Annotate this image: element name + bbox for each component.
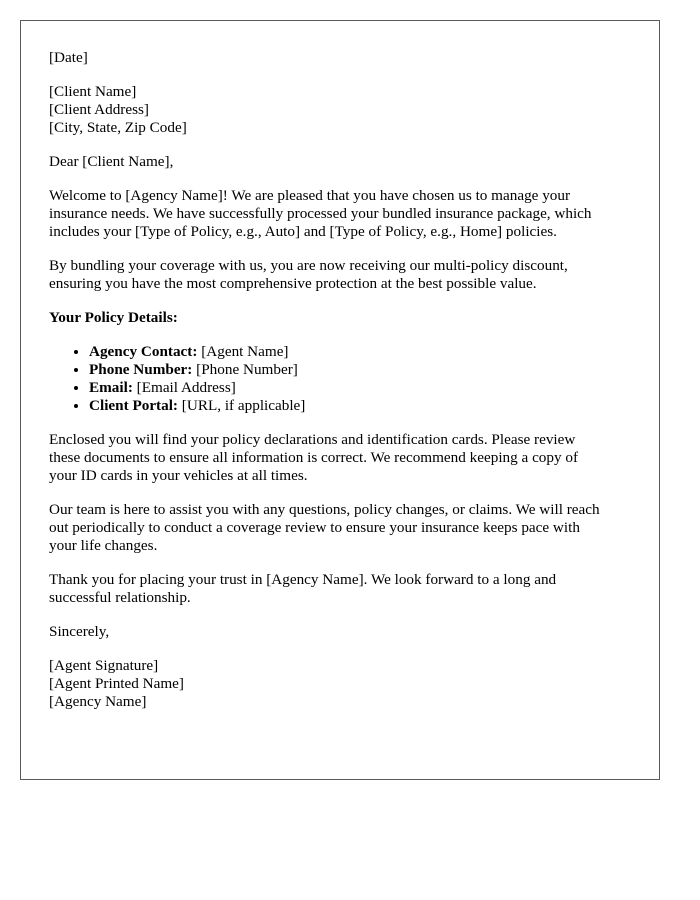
paragraph-line: successful relationship. xyxy=(49,589,191,606)
salutation-text: Dear [Client Name], xyxy=(49,153,174,170)
discount-paragraph xyxy=(49,257,631,293)
detail-label: Client Portal: xyxy=(89,397,178,414)
detail-value: [Email Address] xyxy=(132,379,236,396)
closing xyxy=(49,623,631,641)
detail-value: [Phone Number] xyxy=(192,361,298,378)
recipient-city-state-zip: [City, State, Zip Code] xyxy=(49,119,187,136)
list-item-phone-number xyxy=(89,361,631,379)
letter-date xyxy=(49,49,631,67)
list-item-agency-contact xyxy=(89,343,631,361)
paragraph-line: Our team is here to assist you with any questions, policy changes, or claims. We will reach xyxy=(49,501,600,518)
agent-signature: [Agent Signature] xyxy=(49,657,159,674)
assistance-paragraph xyxy=(49,501,631,555)
closing-text: Sincerely, xyxy=(49,623,110,640)
agency-name: [Agency Name] xyxy=(49,693,147,710)
recipient-address-block xyxy=(49,83,631,137)
list-item-client-portal xyxy=(89,397,631,415)
detail-value: [URL, if applicable] xyxy=(178,397,306,414)
paragraph-line: out periodically to conduct a coverage review to ensure your insurance keeps pace with xyxy=(49,519,580,536)
policy-details-list xyxy=(49,343,631,415)
paragraph-line: Welcome to [Agency Name]! We are pleased that you have chosen us to manage your xyxy=(49,187,571,204)
paragraph-line: insurance needs. We have successfully processed your bundled insurance package, which xyxy=(49,205,592,222)
date-text: [Date] xyxy=(49,49,88,66)
signature-block xyxy=(49,657,631,711)
paragraph-line: By bundling your coverage with us, you are now receiving our multi-policy discount, xyxy=(49,257,568,274)
paragraph-line: these documents to ensure all information is correct. We recommend keeping a copy of xyxy=(49,449,579,466)
paragraph-line: Thank you for placing your trust in [Agency Name]. We look forward to a long and xyxy=(49,571,557,588)
agent-printed-name: [Agent Printed Name] xyxy=(49,675,184,692)
detail-label: Phone Number: xyxy=(89,361,193,378)
welcome-paragraph xyxy=(49,187,631,241)
paragraph-line: ensuring you have the most comprehensive protection at the best possible value. xyxy=(49,275,537,292)
detail-label: Email: xyxy=(89,379,133,396)
list-item-email xyxy=(89,379,631,397)
policy-details-heading: Your Policy Details: xyxy=(49,309,178,326)
recipient-name: [Client Name] xyxy=(49,83,137,100)
paragraph-line: includes your [Type of Policy, e.g., Auto] and [Type of Policy, e.g., Home] policies. xyxy=(49,223,557,240)
enclosure-paragraph xyxy=(49,431,631,485)
paragraph-line: your ID cards in your vehicles at all times. xyxy=(49,467,308,484)
paragraph-line: your life changes. xyxy=(49,537,158,554)
detail-value: [Agent Name] xyxy=(197,343,289,360)
thank-you-paragraph xyxy=(49,571,631,607)
paragraph-line: Enclosed you will find your policy declarations and identification cards. Please review xyxy=(49,431,576,448)
detail-label: Agency Contact: xyxy=(89,343,198,360)
recipient-address: [Client Address] xyxy=(49,101,149,118)
letter-document xyxy=(20,20,660,780)
salutation xyxy=(49,153,631,171)
